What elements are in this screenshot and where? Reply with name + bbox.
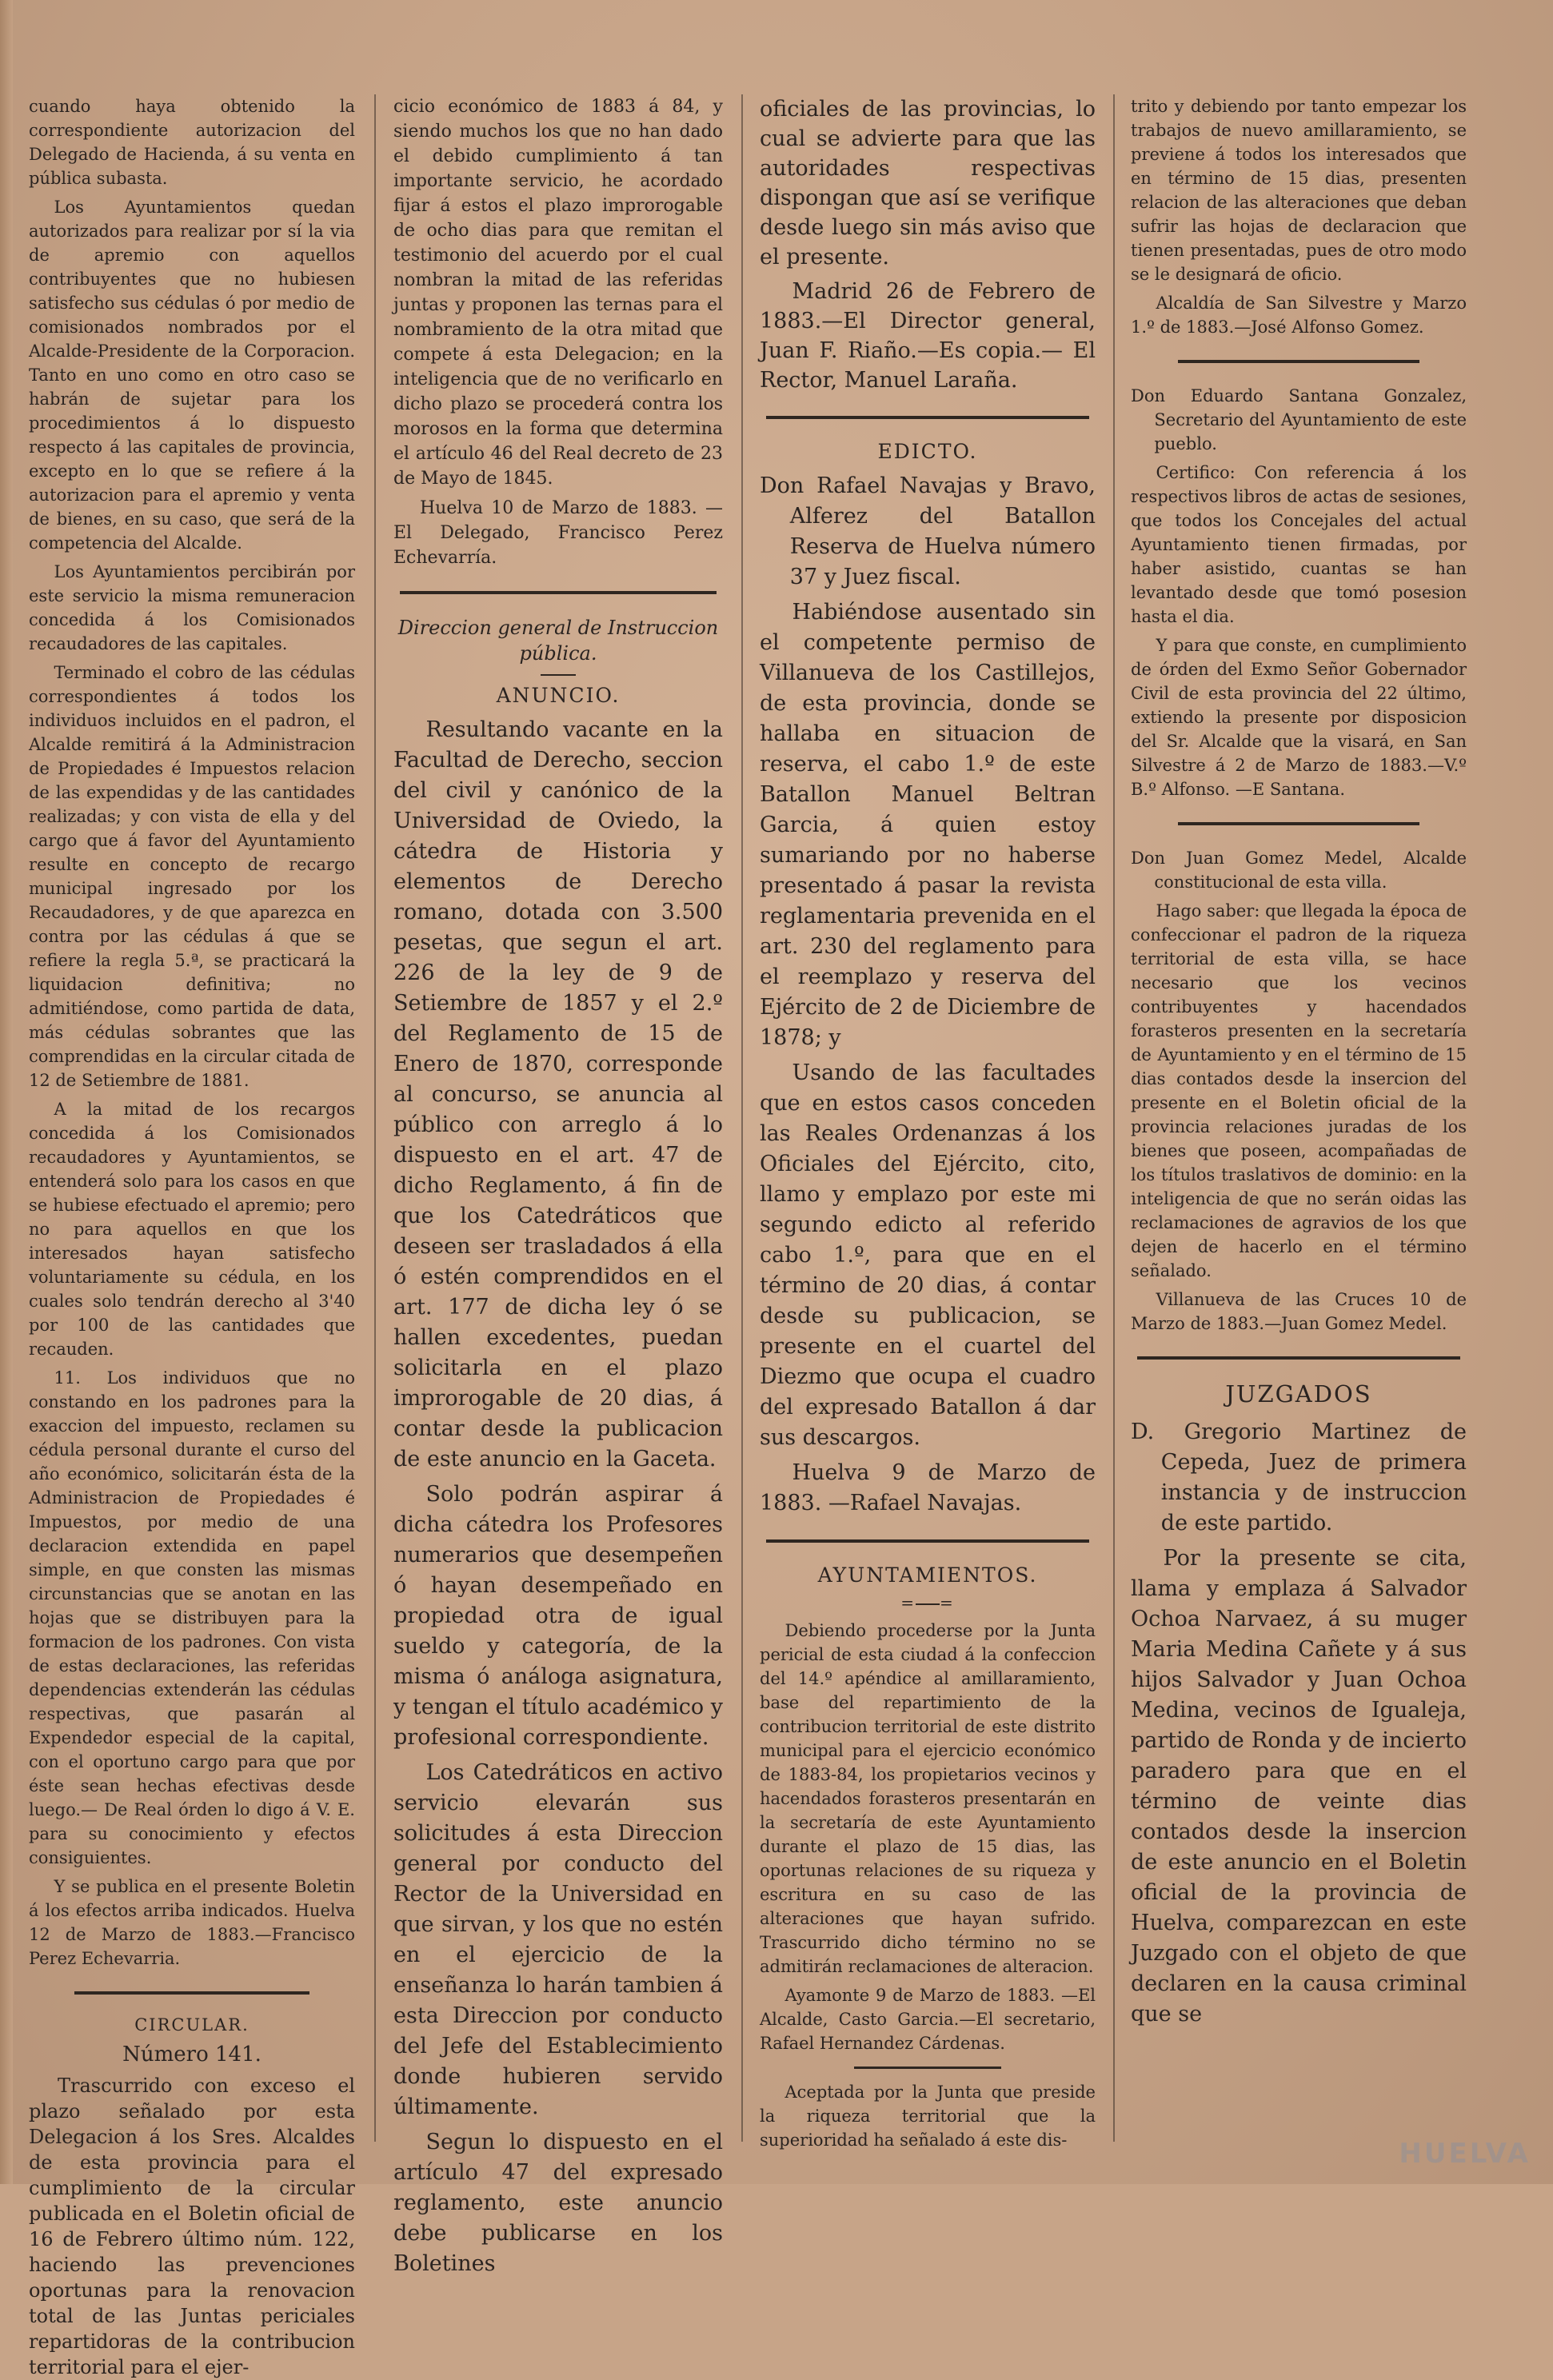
paragraph: A la mitad de los recargos concedida á los Comisionados recaudadores y Ayuntamientos, se entenderá solo para los casos en que se hubiese efectuado el apremio; pero no para aquellos en que los interesados hayan satisfecho voluntariamente su cédula, en los cuales solo tendrán derecho al 3'40 por 100 de las cantidades que recauden. — [29, 1100, 355, 1359]
paragraph: 11. Los individuos que no constando en los padrones para la exaccion del impuesto, reclamen su cédula personal durante el curso del año económico, solicitarán ésta de la Administracion de Propiedades é Impuestos, por medio de una declaracion extendida en papel simple, en que consten las mismas circunstancias que se anotan en las hojas que se distribuyen para la formacion de los padrones. Con vista de estas declaraciones, las referidas dependencias extenderán las cédulas respectivas, que pasarán al Expendedor especial de la capital, con el oportuno cargo para que por éste sean hechas efectivas desde luego.— De Real órden lo digo á V. E. para su conocimiento y efectos consiguientes. — [29, 1368, 355, 1867]
paragraph: D. Gregorio Martinez de Cepeda, Juez de primera instancia y de instruccion de este partido. — [1131, 1420, 1467, 1535]
column-1 — [29, 94, 355, 2378]
paragraph: Certifico: Con referencia á los respectivos libros de actas de sesiones, que todos los Concejales del actual Ayuntamiento tienen firmadas, por haber asistido, cuantas se han levantado desde que tomó posesion hasta el dia. — [1131, 463, 1467, 626]
paragraph: Solo podrán aspirar á dicha cátedra los Profesores numerarios que desempeñen ó hayan desempeñado en propiedad otra de igual sueldo y categoría, de la misma ó análoga asignatura, y tengan el título académico y profesional correspondiente. — [393, 1482, 723, 1750]
watermark-logo: HUELVA — [1399, 2138, 1531, 2170]
section-title: AYUNTAMIENTOS. — [817, 1563, 1038, 1587]
section-title: JUZGADOS — [1225, 1380, 1372, 1408]
paragraph: Los Ayuntamientos percibirán por este servicio la misma remuneracion concedida á los Comisionados recaudadores de las capitales. — [29, 562, 355, 653]
paragraph: Trascurrido con exceso el plazo señalado por esta Delegacion á los Sres. Alcaldes de esta provincia para el cumplimiento de la circular publicada en el Boletin oficial de 16 de Febrero último núm. 122, haciendo las prevenciones oportunas para la renovacion total de las Juntas periciales repartidoras de la contribucion territorial para el ejer- — [29, 2075, 355, 2378]
edict-title: EDICTO. — [877, 440, 978, 463]
page-edge — [0, 0, 13, 2184]
section-title: CIRCULAR. — [134, 2015, 250, 2035]
paragraph: Don Eduardo Santana Gonzalez, Secretario del Ayuntamiento de este pueblo. — [1131, 386, 1467, 453]
short-rule — [541, 674, 576, 676]
paragraph: Huelva 9 de Marzo de 1883. —Rafael Navajas. — [760, 1460, 1096, 1515]
paragraph: Segun lo dispuesto en el artículo 47 del expresado reglamento, este anuncio debe publicarse en los Boletines — [393, 2130, 723, 2276]
section-rule — [400, 591, 717, 594]
section-title: Direccion general de Instruccion pública. — [397, 617, 719, 665]
column-2 — [393, 94, 723, 2276]
paragraph: Hago saber: que llegada la época de confeccionar el padron de la riqueza territorial de esta villa, se hace necesario que los vecinos contribuyentes y hacendados forasteros presenten en la secretaría de Ayuntamiento y en el término de 15 dias contados desde la insercion del presente en el Boletin oficial de la provincia relaciones juradas de los bienes que poseen, acompañadas de los títulos traslativos de dominio: en la inteligencia de que no serán oidas las reclamaciones de agravios de los que dejen de hacerlo en el término señalado. — [1131, 901, 1467, 1280]
paragraph: cicio económico de 1883 á 84, y siendo muchos los que no han dado el debido cumplimiento á tan importante servicio, he acordado fijar á estos el plazo improrogable de ocho dias para que remitan el testimonio del acuerdo por el cual nombran la mitad de las referidas juntas y proponen las ternas para el nombramiento de la otra mitad que compete á esta Delegacion; en la inteligencia que de no verificarlo en dicho plazo se procederá contra los morosos en la forma que determina el artículo 46 del Real decreto de 23 de Mayo de 1845. — [393, 97, 723, 489]
paragraph: Y para que conste, en cumplimiento de órden del Exmo Señor Gobernador Civil de esta provincia del 22 último, extiendo la presente por disposicion del Sr. Alcalde que la visará, en San Silvestre á 2 de Marzo de 1883.—V.º B.º Alfonso. —E Santana. — [1131, 636, 1467, 799]
section-rule — [1178, 822, 1419, 825]
section-rule — [74, 1991, 309, 1995]
paragraph: cuando haya obtenido la correspondiente autorizacion del Delegado de Hacienda, á su venta en pública subasta. — [29, 97, 355, 188]
paragraph: Habiéndose ausentado sin el competente permiso de Villanueva de los Castillejos, de esta provincia, donde se hallaba en situacion de reserva, el cabo 1.º de este Batallon Manuel Beltran Garcia, á quien estoy sumariando por no haberse presentado á pasar la revista reglamentaria prevenida en el art. 230 del reglamento para el reemplazo y reserva del Ejército de 2 de Diciembre de 1878; y — [760, 600, 1096, 1050]
column-divider — [1113, 94, 1115, 2142]
paragraph: trito y debiendo por tanto empezar los trabajos de nuevo amillaramiento, se previene á todos los interesados que en término de 15 dias, presenten relacion de las alteraciones que deban sufrir las hojas de declaracion que tienen presentadas, pues de otro modo se le designará de oficio. — [1131, 97, 1467, 284]
short-rule — [854, 2067, 1002, 2069]
paragraph: Madrid 26 de Febrero de 1883.—El Director general, Juan F. Riaño.—Es copia.— El Rector, Manuel Laraña. — [760, 279, 1096, 393]
column-4 — [1131, 94, 1467, 2174]
paragraph: Alcaldía de San Silvestre y Marzo 1.º de 1883.—José Alfonso Gomez. — [1131, 294, 1467, 337]
section-number: Número 141. — [122, 2043, 261, 2067]
paragraph: Los Ayuntamientos quedan autorizados para realizar por sí la via de apremio con aquellos contribuyentes que no hubiesen satisfecho sus cédulas ó por medio de comisionados nombrados por el Alcalde-Presidente de la Corporacion. Tanto en uno como en otro caso se habrán de sujetar para los procedimientos á lo dispuesto respecto á las capitales de provincia, excepto en lo que se refiere á la autorizacion para el apremio y venta de bienes, en su caso, que será de la competencia del Alcalde. — [29, 198, 355, 553]
paragraph: Por la presente se cita, llama y emplaza á Salvador Ochoa Narvaez, á su muger Maria Medina Cañete y á sus hijos Salvador y Juan Ochoa Medina, vecinos de Igualeja, partido de Ronda y de incierto paradero para que en el término de veinte dias contados desde la insercion de este anuncio en el Boletin oficial de la provincia de Huelva, comparezcan en este Juzgado con el objeto de que declaren en la causa criminal que se — [1131, 1546, 1467, 2027]
column-divider — [374, 94, 376, 2142]
paragraph: Y se publica en el presente Boletin á los efectos arriba indicados. Huelva 12 de Marzo de 1883.—Francisco Perez Echevarria. — [29, 1877, 355, 1968]
paragraph: Resultando vacante en la Facultad de Derecho, seccion del civil y canónico de la Universidad de Oviedo, la cátedra de Historia y elementos de Derecho romano, dotada con 3.500 pesetas, que segun el art. 226 de la ley de 9 de Setiembre de 1857 y el 2.º del Reglamento de 15 de Enero de 1870, corresponde al concurso, se anuncia al público con arreglo á lo dispuesto en el art. 47 de dicho Reglamento, á fin de que los Catedráticos que deseen ser trasladados á ella ó estén comprendidos en el art. 177 de dicha ley ó se hallen excedentes, puedan solicitarla en el plazo improrogable de 20 dias, á contar desde la publicacion de este anuncio en la Gaceta. — [393, 717, 723, 1472]
announcement-title: ANUNCIO. — [496, 684, 621, 707]
paragraph: Terminado el cobro de las cédulas correspondientes á todos los individuos incluidos en el padron, el Alcalde remitirá á la Administracion de Propiedades é Impuestos relacion de las expendidas y de las cantidades realizadas; y con vista de ella y del cargo que á favor del Ayuntamiento resulte en concepto de recargo municipal ingresado por los Recaudadores, y de que aparezca en contra por las cédulas á que se refiere la regla 5.ª, se practicará la liquidacion definitiva; no admitiéndose, como partida de data, más cédulas sobrantes que las comprendidas en la circular citada de 12 de Setiembre de 1881. — [29, 663, 355, 1090]
paragraph: Aceptada por la Junta que preside la riqueza territorial que la superioridad ha señalado á este dis- — [760, 2082, 1096, 2150]
paragraph: Ayamonte 9 de Marzo de 1883. —El Alcalde, Casto Garcia.—El secretario, Rafael Hernandez Cárdenas. — [760, 1986, 1096, 2053]
section-rule — [1137, 1356, 1459, 1360]
section-rule — [1178, 360, 1419, 363]
section-rule — [766, 1539, 1088, 1543]
paragraph: Debiendo procederse por la Junta pericial de esta ciudad á la confeccion del 14.º apéndice al amillaramiento, base del repartimiento de la contribucion territorial de este distrito municipal para el ejercicio económico de 1883-84, los propietarios vecinos y hacendados forasteros presentarán en la secretaría de este Ayuntamiento durante el plazo de 15 dias, las oportunas relaciones de su riqueza y escritura en su caso de las alteraciones que hayan sufrido. Trascurrido dicho término no se admitirán reclamaciones de alteracion. — [760, 1621, 1096, 1976]
paragraph: Huelva 10 de Marzo de 1883. —El Delegado, Francisco Perez Echevarría. — [393, 498, 723, 568]
paragraph: Villanueva de las Cruces 10 de Marzo de 1883.—Juan Gomez Medel. — [1131, 1290, 1467, 1333]
column-divider — [741, 94, 743, 2142]
paragraph: Usando de las facultades que en estos casos conceden las Reales Ordenanzas á los Oficiales del Ejército, cito, llamo y emplazo por este mi segundo edicto al referido cabo 1.º, para que en el término de 20 dias, á contar desde su publicacion, se presente en el cuartel del Diezmo que ocupa el cuadro del expresado Batallon á dar sus descargos. — [760, 1060, 1096, 1450]
section-rule — [766, 416, 1088, 419]
column-3 — [760, 94, 1096, 2174]
paragraph: Don Juan Gomez Medel, Alcalde constitucional de esta villa. — [1131, 849, 1467, 892]
ornament: = = — [900, 1593, 955, 1612]
paragraph: Los Catedráticos en activo servicio elevarán sus solicitudes á esta Direccion general por conducto del Rector de la Universidad en que sirvan, y los que no estén en el ejercicio de la enseñanza lo harán tambien á esta Direccion por conducto del Jefe del Establecimiento donde hubieren servido últimamente. — [393, 1760, 723, 2119]
paragraph: oficiales de las provincias, lo cual se advierte para que las autoridades respectivas dispongan que así se verifique desde luego sin más aviso que el presente. — [760, 97, 1096, 270]
paragraph: Don Rafael Navajas y Bravo, Alferez del Batallon Reserva de Huelva número 37 y Juez fiscal. — [760, 473, 1096, 589]
